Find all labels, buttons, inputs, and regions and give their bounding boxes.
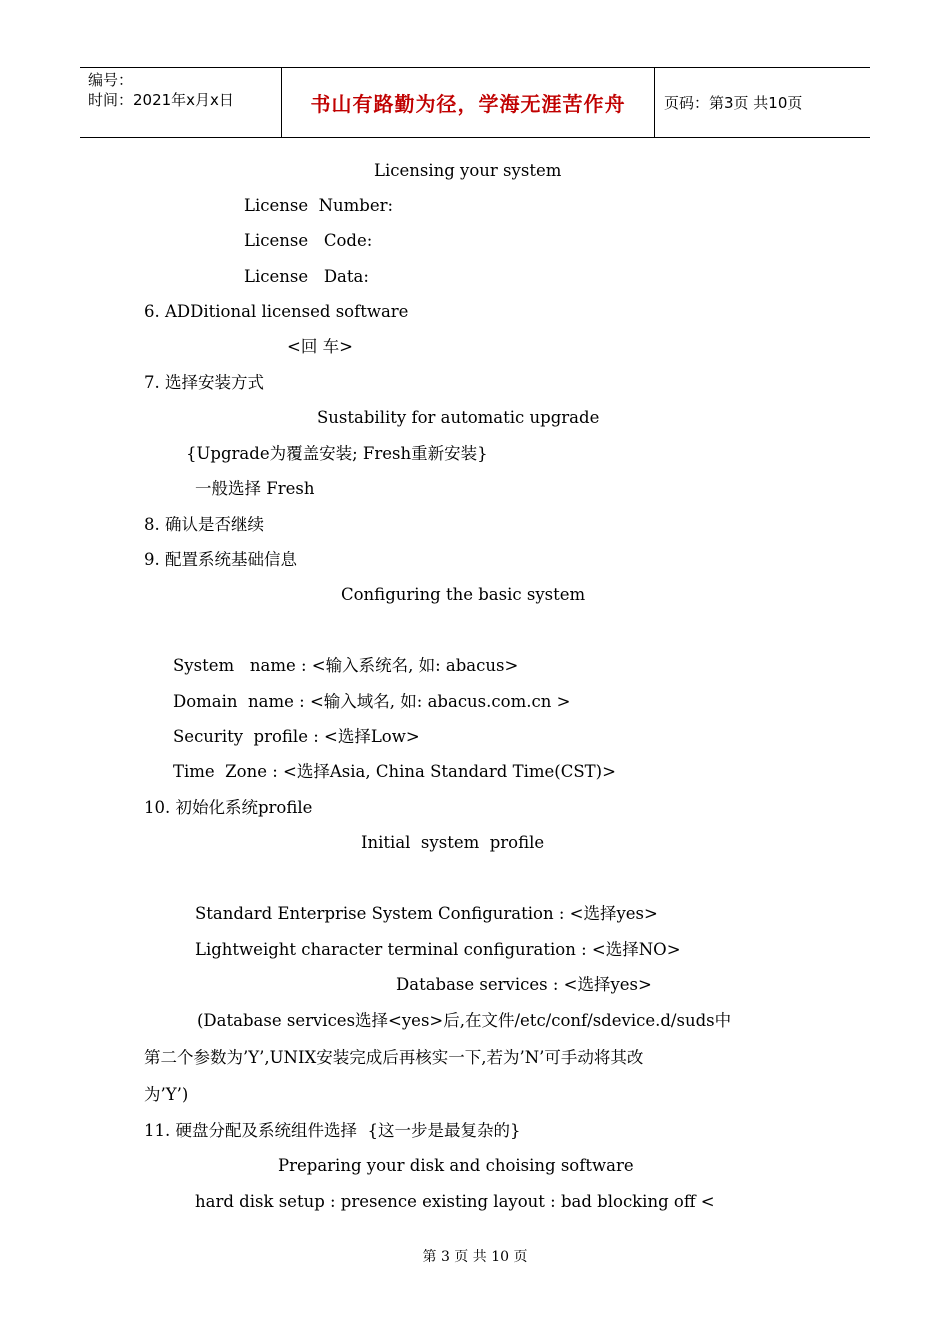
body-line: License Code: [244,231,373,250]
body-line: Security profile : <选择Low> [173,727,420,746]
body-line: {Upgrade为覆盖安装; Fresh重新安装} [186,444,488,463]
body-line: Domain name : <输入域名, 如: abacus.com.cn > [173,692,571,711]
header-motto: 书山有路勤为径，学海无涯苦作舟 [310,92,626,116]
section-heading: Configuring the basic system [341,585,586,604]
page-footer: 第 3 页 共 10 页 [422,1249,528,1265]
body-line: Database services : <选择yes> [396,975,652,994]
body-line: 一般选择 Fresh [195,479,315,498]
body-line: Standard Enterprise System Configuration : <选择yes> [195,904,658,923]
section-heading: Preparing your disk and choising software [278,1156,634,1175]
body-line: <回 车> [287,337,353,356]
section-heading: Initial system profile [361,833,545,852]
step-item: 9. 配置系统基础信息 [144,550,297,569]
body-line: System name : <输入系统名, 如: abacus> [173,656,519,675]
page-header [80,67,870,138]
body-line: 为’Y’) [144,1085,189,1104]
body-line: hard disk setup : presence existing layout : bad blocking off < [195,1192,715,1211]
section-heading: Licensing your system [374,161,562,180]
step-item: 6. ADDitional licensed software [144,302,409,321]
body-line: (Database services选择<yes>后,在文件/etc/conf/sdevice.d/suds中 [197,1011,732,1030]
body-line: Lightweight character terminal configuration : <选择NO> [195,940,681,959]
body-line: 第二个参数为’Y’,UNIX安装完成后再核实一下,若为’N’可手动将其改 [144,1048,644,1067]
header-divider [654,68,655,137]
serial-label: 编号： [88,71,134,89]
step-item: 8. 确认是否继续 [144,515,264,534]
step-item: 11. 硬盘分配及系统组件选择 {这一步是最复杂的} [144,1121,521,1140]
body-line: Time Zone : <选择Asia, China Standard Time(CST)> [173,762,616,781]
body-line: License Data: [244,267,369,286]
step-item: 7. 选择安装方式 [144,373,264,392]
body-line: License Number: [244,196,394,215]
date-label: 时间：2021年x月x日 [88,91,234,109]
header-page-info: 页码：第3页 共10页 [664,94,803,112]
section-heading: Sustability for automatic upgrade [317,408,600,427]
step-item: 10. 初始化系统profile [144,798,313,817]
header-meta [88,70,278,110]
